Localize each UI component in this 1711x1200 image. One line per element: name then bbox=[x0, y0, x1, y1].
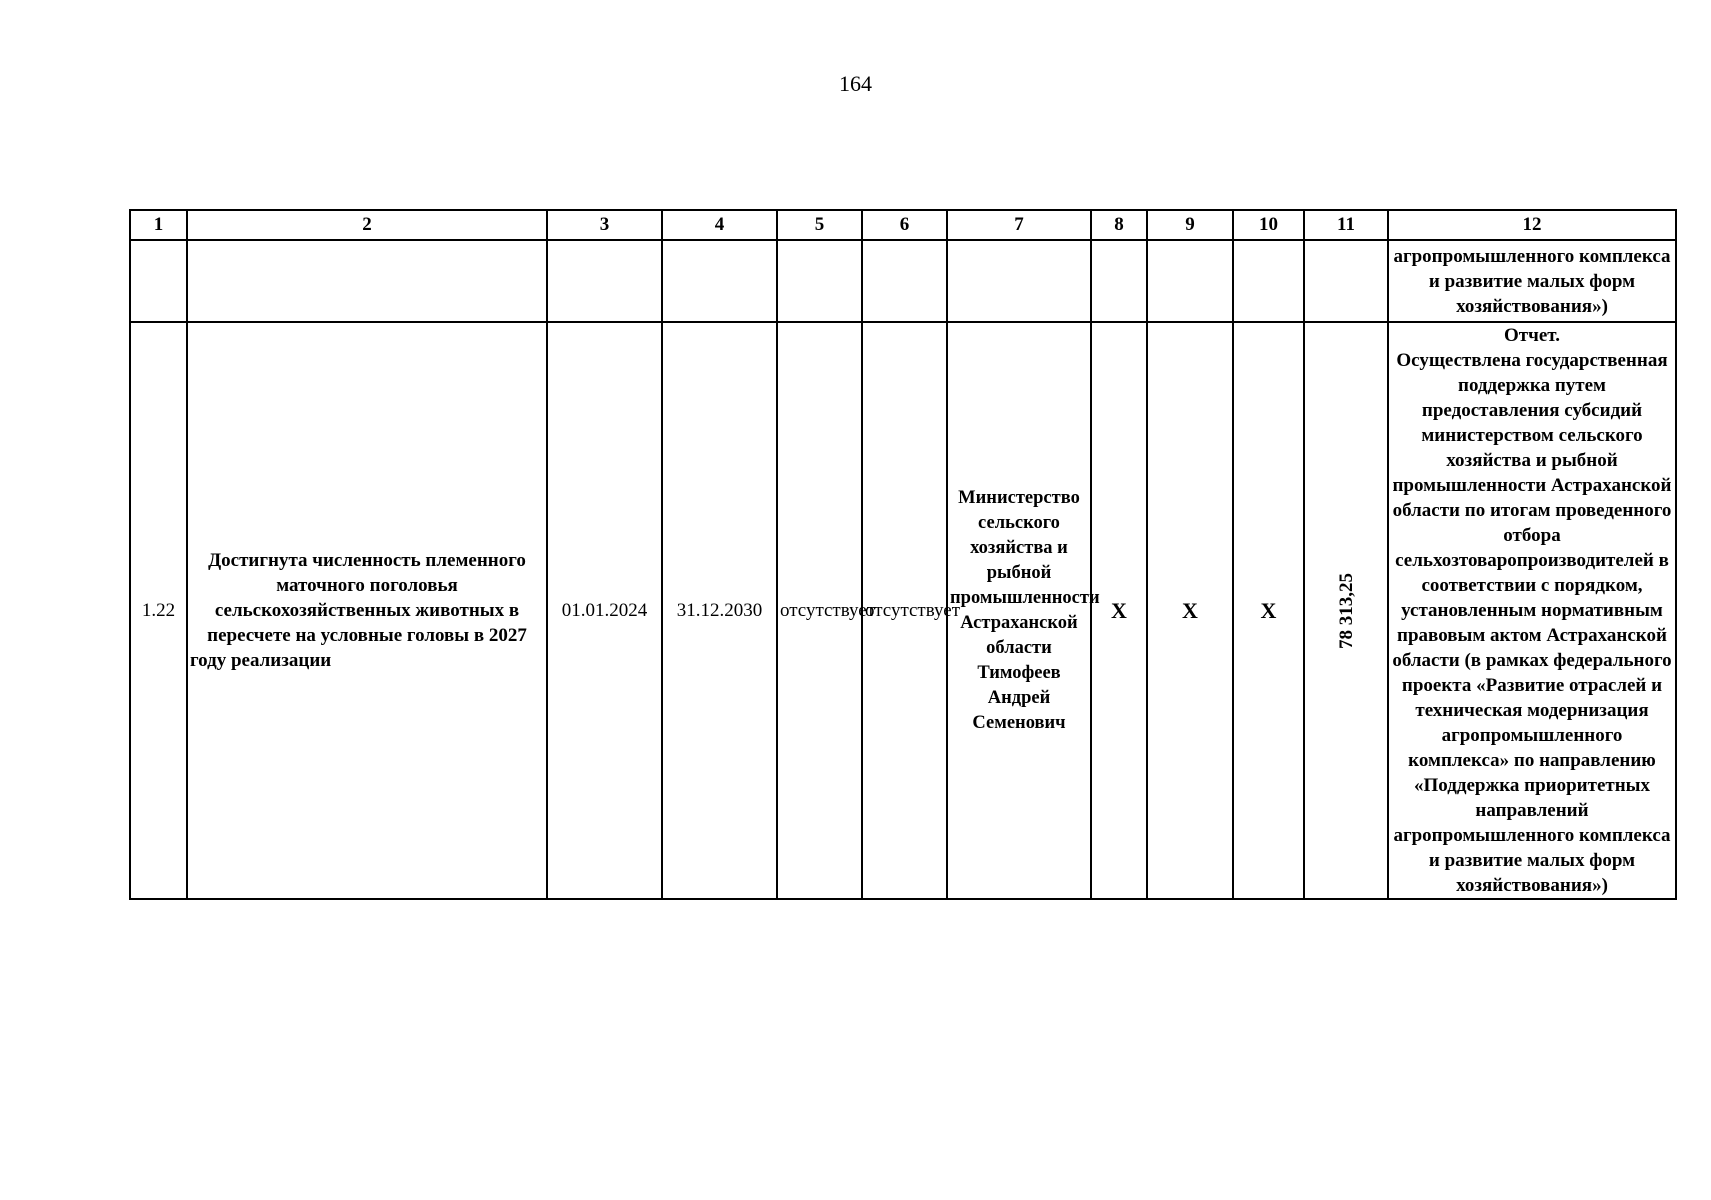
cont-cell-3 bbox=[547, 240, 662, 322]
cont-cell-8 bbox=[1091, 240, 1147, 322]
header-cell-9: 9 bbox=[1147, 210, 1233, 240]
amount: 78 313,25 bbox=[1335, 572, 1357, 649]
header-cell-8: 8 bbox=[1091, 210, 1147, 240]
cont-cell-1 bbox=[130, 240, 187, 322]
cont-cell-5 bbox=[777, 240, 862, 322]
continuation-row bbox=[130, 240, 1676, 322]
cont-cell-7 bbox=[947, 240, 1091, 322]
col8-value: Х bbox=[1091, 322, 1147, 899]
result-name: Достигнута численность племенного маточного поголовья сельскохозяйственных животных в пересчете на условные головы в 2027 году реализации bbox=[187, 322, 547, 899]
start-date: 01.01.2024 bbox=[547, 322, 662, 899]
header-cell-3: 3 bbox=[547, 210, 662, 240]
cont-cell-12: агропромышленного комплекса и развитие малых форм хозяйствования») bbox=[1388, 240, 1676, 322]
header-cell-1: 1 bbox=[130, 210, 187, 240]
header-cell-12: 12 bbox=[1388, 210, 1676, 240]
page-number: 164 bbox=[839, 71, 872, 96]
header-cell-6: 6 bbox=[862, 210, 947, 240]
header-cell-4: 4 bbox=[662, 210, 777, 240]
row-number: 1.22 bbox=[130, 322, 187, 899]
col10-value: Х bbox=[1233, 322, 1304, 899]
report-title: Отчет. bbox=[1504, 325, 1560, 346]
responsible: Министерство сельского хозяйства и рыбной промышленности Астраханской области Тимофеев Андрей Семенович bbox=[947, 322, 1091, 899]
header-cell-2: 2 bbox=[187, 210, 547, 240]
end-date: 31.12.2030 bbox=[662, 322, 777, 899]
col6-value: отсутствует bbox=[862, 322, 947, 899]
header-row bbox=[130, 210, 1676, 240]
cont-cell-10 bbox=[1233, 240, 1304, 322]
cont-cell-6 bbox=[862, 240, 947, 322]
header-cell-7: 7 bbox=[947, 210, 1091, 240]
report-cell bbox=[1388, 322, 1676, 899]
col9-value: Х bbox=[1147, 322, 1233, 899]
header-cell-10: 10 bbox=[1233, 210, 1304, 240]
cont-cell-11 bbox=[1304, 240, 1388, 322]
header-cell-11: 11 bbox=[1304, 210, 1388, 240]
report-table bbox=[129, 209, 1677, 900]
cont-cell-2 bbox=[187, 240, 547, 322]
cont-cell-9 bbox=[1147, 240, 1233, 322]
cont-cell-4 bbox=[662, 240, 777, 322]
amount-cell bbox=[1304, 322, 1388, 899]
table-row bbox=[130, 322, 1676, 899]
col5-value: отсутствует bbox=[777, 322, 862, 899]
report-text: Осуществлена государственная поддержка путем предоставления субсидий министерством сельского хозяйства и рыбной промышленности Астраханской области по итогам проведенного отбора сельхозтоваропроизводителей в соответствии с порядком, установленным нормативным правовым актом Астраханской области (в рамках федерального проекта «Развитие отраслей и техническая модернизация агропромышленного комплекса» по направлению «Поддержка приоритетных направлений агропромышленного комплекса и развитие малых форм хозяйствования») bbox=[1392, 350, 1672, 896]
header-cell-5: 5 bbox=[777, 210, 862, 240]
